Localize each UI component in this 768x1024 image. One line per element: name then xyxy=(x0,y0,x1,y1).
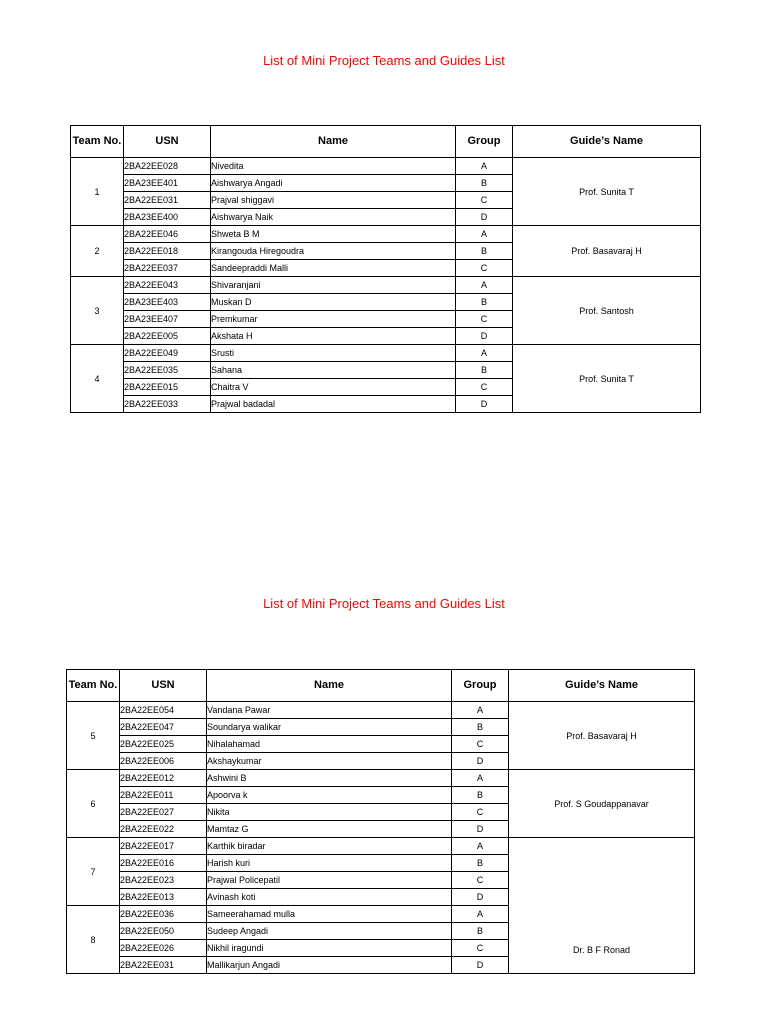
header-row xyxy=(71,126,701,158)
usn-cell: 2BA22EE025 xyxy=(120,736,207,753)
name-cell: Nihalahamad xyxy=(207,736,452,753)
usn-cell: 2BA22EE054 xyxy=(120,702,207,719)
teams-table xyxy=(70,125,701,413)
usn-cell: 2BA22EE037 xyxy=(124,260,211,277)
table-row xyxy=(67,770,695,787)
usn-cell: 2BA22EE036 xyxy=(120,906,207,923)
usn-cell: 2BA22EE050 xyxy=(120,923,207,940)
usn-cell: 2BA22EE033 xyxy=(124,396,211,413)
usn-cell: 2BA22EE026 xyxy=(120,940,207,957)
usn-cell: 2BA22EE017 xyxy=(120,838,207,855)
header-usn: USN xyxy=(120,670,207,702)
guide-name-cell: Prof. Basavaraj H xyxy=(513,226,701,277)
teams-table xyxy=(66,669,695,974)
usn-cell: 2BA22EE011 xyxy=(120,787,207,804)
usn-cell: 2BA22EE005 xyxy=(124,328,211,345)
group-cell: C xyxy=(452,804,509,821)
name-cell: Mallikarjun Angadi xyxy=(207,957,452,974)
header-guide: Guide’s Name xyxy=(513,126,701,158)
group-cell: B xyxy=(452,719,509,736)
usn-cell: 2BA23EE401 xyxy=(124,175,211,192)
guide-name-cell: Dr. B F Ronad xyxy=(509,838,695,974)
group-cell: A xyxy=(456,277,513,294)
usn-cell: 2BA22EE016 xyxy=(120,855,207,872)
table-row xyxy=(67,838,695,855)
header-team-no: Team No. xyxy=(71,126,124,158)
usn-cell: 2BA22EE028 xyxy=(124,158,211,175)
group-cell: A xyxy=(456,158,513,175)
group-cell: A xyxy=(452,838,509,855)
name-cell: Nivedita xyxy=(211,158,456,175)
table-row xyxy=(71,345,701,362)
name-cell: Srusti xyxy=(211,345,456,362)
name-cell: Nikhil iragundi xyxy=(207,940,452,957)
name-cell: Premkumar xyxy=(211,311,456,328)
name-cell: Shweta B M xyxy=(211,226,456,243)
usn-cell: 2BA22EE031 xyxy=(120,957,207,974)
usn-cell: 2BA22EE006 xyxy=(120,753,207,770)
team-number-cell: 6 xyxy=(67,770,120,838)
usn-cell: 2BA22EE049 xyxy=(124,345,211,362)
group-cell: D xyxy=(456,328,513,345)
name-cell: Vandana Pawar xyxy=(207,702,452,719)
guide-name-cell: Prof. Santosh xyxy=(513,277,701,345)
group-cell: B xyxy=(456,175,513,192)
name-cell: Muskan D xyxy=(211,294,456,311)
name-cell: Prajval shiggavi xyxy=(211,192,456,209)
team-number-cell: 2 xyxy=(71,226,124,277)
team-number-cell: 4 xyxy=(71,345,124,413)
usn-cell: 2BA22EE022 xyxy=(120,821,207,838)
name-cell: Aishwarya Angadi xyxy=(211,175,456,192)
name-cell: Prajwal Policepatil xyxy=(207,872,452,889)
table-row xyxy=(67,702,695,719)
group-cell: C xyxy=(456,379,513,396)
name-cell: Kirangouda Hiregoudra xyxy=(211,243,456,260)
usn-cell: 2BA22EE047 xyxy=(120,719,207,736)
usn-cell: 2BA23EE403 xyxy=(124,294,211,311)
teams-table-body xyxy=(67,702,695,974)
header-guide: Guide’s Name xyxy=(509,670,695,702)
group-cell: B xyxy=(456,243,513,260)
header-team-no: Team No. xyxy=(67,670,120,702)
guide-name-cell: Prof. Basavaraj H xyxy=(509,702,695,770)
usn-cell: 2BA22EE046 xyxy=(124,226,211,243)
group-cell: D xyxy=(452,821,509,838)
header-row xyxy=(67,670,695,702)
name-cell: Mamtaz G xyxy=(207,821,452,838)
header-group: Group xyxy=(456,126,513,158)
group-cell: C xyxy=(456,311,513,328)
usn-cell: 2BA22EE018 xyxy=(124,243,211,260)
name-cell: Prajwal badadal xyxy=(211,396,456,413)
group-cell: A xyxy=(452,906,509,923)
name-cell: Sahana xyxy=(211,362,456,379)
group-cell: D xyxy=(452,889,509,906)
group-cell: A xyxy=(452,770,509,787)
usn-cell: 2BA22EE031 xyxy=(124,192,211,209)
guide-name-cell: Prof. Sunita T xyxy=(513,345,701,413)
group-cell: C xyxy=(456,192,513,209)
group-cell: A xyxy=(456,226,513,243)
usn-cell: 2BA22EE035 xyxy=(124,362,211,379)
name-cell: Akshata H xyxy=(211,328,456,345)
group-cell: C xyxy=(452,940,509,957)
group-cell: B xyxy=(456,294,513,311)
group-cell: D xyxy=(456,209,513,226)
team-number-cell: 8 xyxy=(67,906,120,974)
group-cell: B xyxy=(456,362,513,379)
table-row xyxy=(71,277,701,294)
header-group: Group xyxy=(452,670,509,702)
name-cell: Soundarya walikar xyxy=(207,719,452,736)
section-title: List of Mini Project Teams and Guides List xyxy=(263,53,505,68)
name-cell: Ashwini B xyxy=(207,770,452,787)
name-cell: Sudeep Angadi xyxy=(207,923,452,940)
name-cell: Sandeepraddi Malli xyxy=(211,260,456,277)
team-number-cell: 1 xyxy=(71,158,124,226)
group-cell: C xyxy=(452,872,509,889)
usn-cell: 2BA23EE407 xyxy=(124,311,211,328)
name-cell: Harish kuri xyxy=(207,855,452,872)
group-cell: A xyxy=(456,345,513,362)
group-cell: C xyxy=(452,736,509,753)
team-number-cell: 5 xyxy=(67,702,120,770)
group-cell: A xyxy=(452,702,509,719)
group-cell: D xyxy=(456,396,513,413)
group-cell: B xyxy=(452,787,509,804)
usn-cell: 2BA22EE043 xyxy=(124,277,211,294)
name-cell: Apoorva k xyxy=(207,787,452,804)
group-cell: B xyxy=(452,923,509,940)
group-cell: C xyxy=(456,260,513,277)
name-cell: Sameerahamad mulla xyxy=(207,906,452,923)
table-row xyxy=(71,158,701,175)
group-cell: D xyxy=(452,753,509,770)
name-cell: Chaitra V xyxy=(211,379,456,396)
name-cell: Akshaykumar xyxy=(207,753,452,770)
guide-name-cell: Prof. S Goudappanavar xyxy=(509,770,695,838)
team-number-cell: 7 xyxy=(67,838,120,906)
guide-name-cell: Prof. Sunita T xyxy=(513,158,701,226)
header-name: Name xyxy=(207,670,452,702)
team-number-cell: 3 xyxy=(71,277,124,345)
usn-cell: 2BA22EE015 xyxy=(124,379,211,396)
group-cell: B xyxy=(452,855,509,872)
section-title: List of Mini Project Teams and Guides List xyxy=(263,596,505,611)
name-cell: Avinash koti xyxy=(207,889,452,906)
name-cell: Karthik biradar xyxy=(207,838,452,855)
usn-cell: 2BA22EE013 xyxy=(120,889,207,906)
name-cell: Shivaranjani xyxy=(211,277,456,294)
header-usn: USN xyxy=(124,126,211,158)
usn-cell: 2BA22EE023 xyxy=(120,872,207,889)
table-row xyxy=(71,226,701,243)
usn-cell: 2BA22EE012 xyxy=(120,770,207,787)
usn-cell: 2BA23EE400 xyxy=(124,209,211,226)
name-cell: Nikita xyxy=(207,804,452,821)
teams-table-body xyxy=(71,158,701,413)
header-name: Name xyxy=(211,126,456,158)
usn-cell: 2BA22EE027 xyxy=(120,804,207,821)
group-cell: D xyxy=(452,957,509,974)
name-cell: Aishwarya Naik xyxy=(211,209,456,226)
